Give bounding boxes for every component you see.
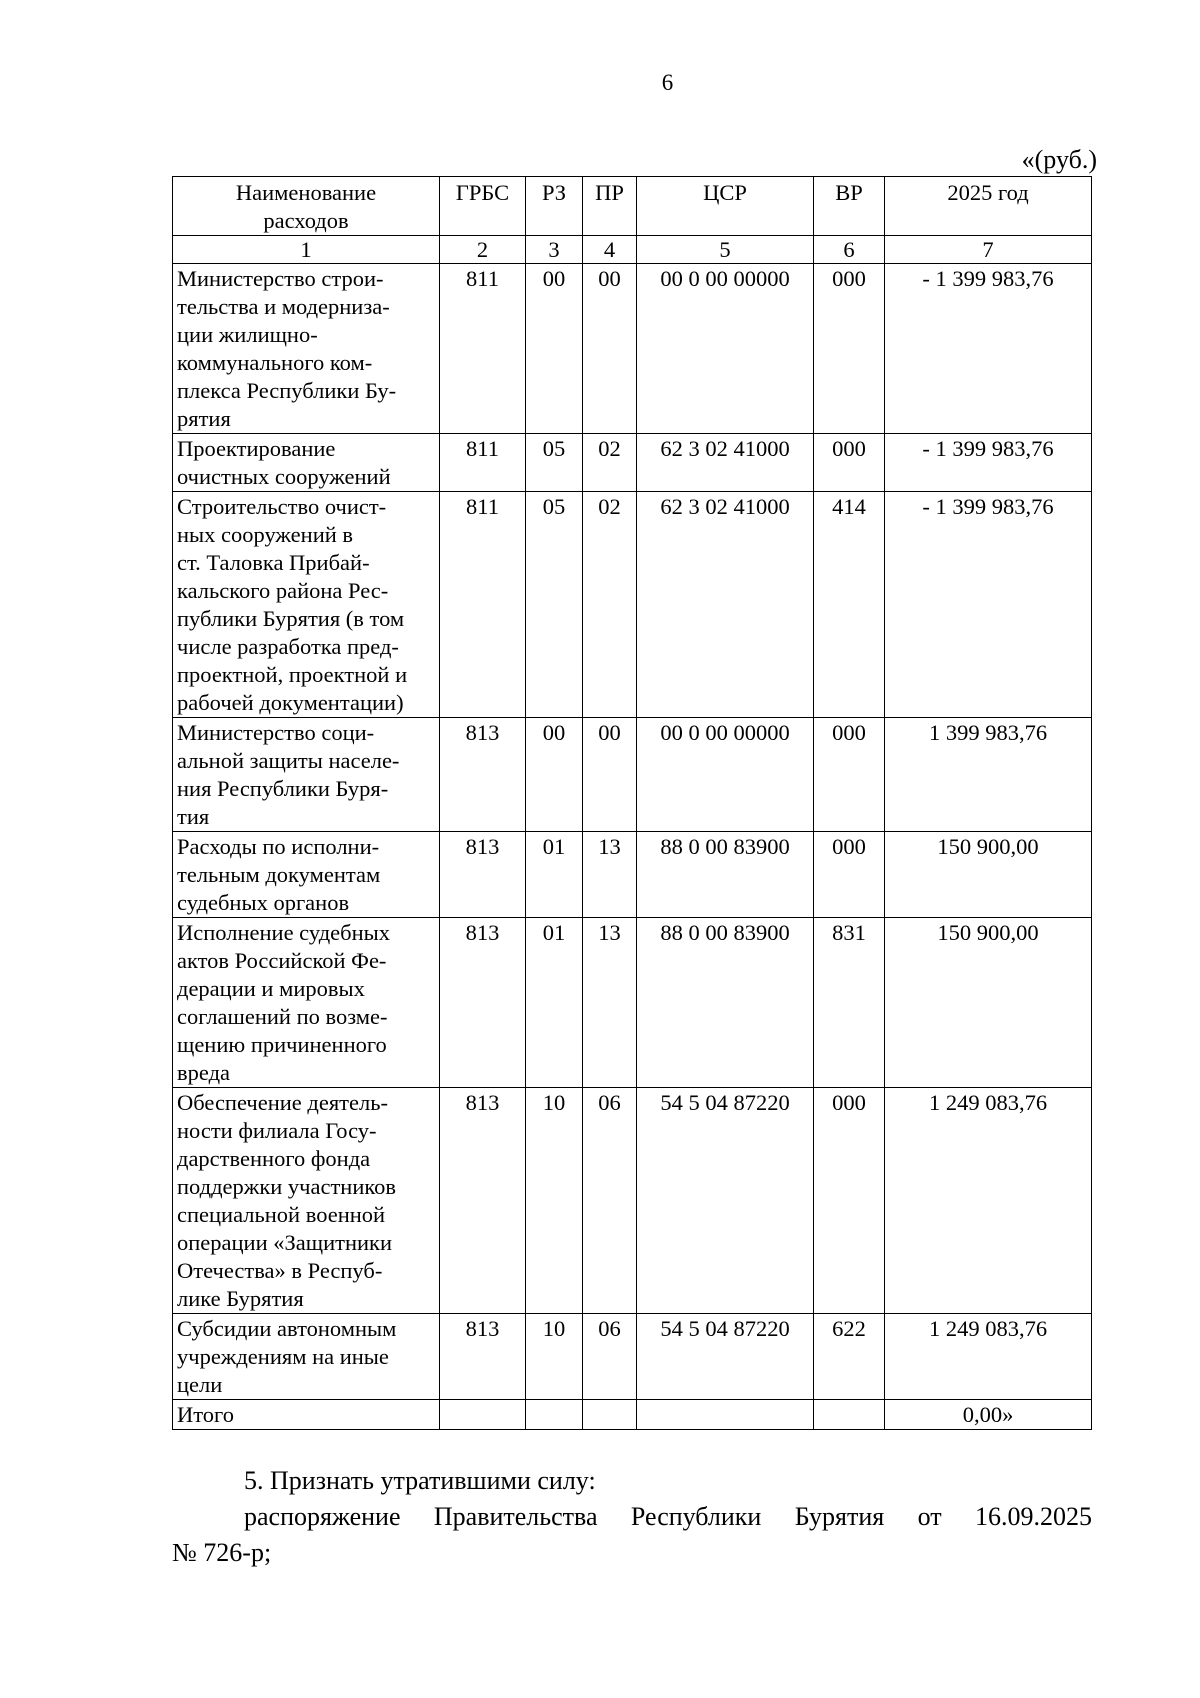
table-row (173, 264, 1092, 434)
row-pr: 06 (583, 1088, 637, 1314)
row-grbs: 813 (440, 832, 526, 918)
row-csr: 62 3 02 41000 (637, 492, 814, 718)
paragraph-item-5: 5. Признать утратившими силу: (244, 1466, 596, 1495)
header-rz: РЗ (526, 177, 583, 236)
total-amount: 0,00» (885, 1400, 1092, 1430)
row-rz: 01 (526, 832, 583, 918)
row-amount: 1 249 083,76 (885, 1088, 1092, 1314)
row-grbs: 811 (440, 264, 526, 434)
row-rz: 10 (526, 1088, 583, 1314)
paragraph-order-line-1: распоряжение Правительства Республики Бурятия от 16.09.2025 (244, 1502, 1092, 1531)
index-cell: 6 (814, 236, 885, 264)
index-cell: 4 (583, 236, 637, 264)
total-label: Итого (173, 1400, 440, 1430)
empty-cell (583, 1400, 637, 1430)
total-row (173, 1400, 1092, 1430)
row-csr: 00 0 00 00000 (637, 718, 814, 832)
row-name: Министерство строи- тельства и модерниза- ции жилищно- коммунального ком- плекса Республики Бу- рятия (173, 264, 440, 434)
table-row (173, 832, 1092, 918)
row-vr: 831 (814, 918, 885, 1088)
row-vr: 000 (814, 1088, 885, 1314)
table-row (173, 434, 1092, 492)
row-csr: 88 0 00 83900 (637, 918, 814, 1088)
row-pr: 13 (583, 918, 637, 1088)
row-pr: 02 (583, 434, 637, 492)
index-cell: 1 (173, 236, 440, 264)
row-grbs: 813 (440, 718, 526, 832)
row-name: Расходы по исполни- тельным документам судебных органов (173, 832, 440, 918)
row-grbs: 813 (440, 1314, 526, 1400)
row-vr: 000 (814, 832, 885, 918)
row-name: Проектирование очистных сооружений (173, 434, 440, 492)
row-amount: 1 399 983,76 (885, 718, 1092, 832)
row-rz: 05 (526, 434, 583, 492)
table-header-row (173, 177, 1092, 236)
row-csr: 00 0 00 00000 (637, 264, 814, 434)
empty-cell (526, 1400, 583, 1430)
row-amount: 1 249 083,76 (885, 1314, 1092, 1400)
row-csr: 88 0 00 83900 (637, 832, 814, 918)
table-index-row (173, 236, 1092, 264)
row-rz: 10 (526, 1314, 583, 1400)
header-grbs: ГРБС (440, 177, 526, 236)
budget-table (172, 176, 1092, 1430)
row-vr: 414 (814, 492, 885, 718)
row-amount: 150 900,00 (885, 832, 1092, 918)
header-name: Наименование расходов (173, 177, 440, 236)
row-pr: 06 (583, 1314, 637, 1400)
row-amount: - 1 399 983,76 (885, 492, 1092, 718)
table-row (173, 918, 1092, 1088)
row-name: Строительство очист- ных сооружений в ст. Таловка Прибай- кальского района Рес- публики Бурятия (в том числе разработка пред- проектной, проектной и рабочей документации) (173, 492, 440, 718)
row-name: Обеспечение деятель- ности филиала Госу- дарственного фонда поддержки участников специальной военной операции «Защитники Отечества» в Респуб- лике Бурятия (173, 1088, 440, 1314)
row-vr: 622 (814, 1314, 885, 1400)
row-rz: 00 (526, 718, 583, 832)
row-pr: 00 (583, 718, 637, 832)
empty-cell (637, 1400, 814, 1430)
row-csr: 54 5 04 87220 (637, 1314, 814, 1400)
empty-cell (814, 1400, 885, 1430)
header-pr: ПР (583, 177, 637, 236)
row-vr: 000 (814, 434, 885, 492)
row-amount: 150 900,00 (885, 918, 1092, 1088)
row-name: Министерство соци- альной защиты населе- ния Республики Буря- тия (173, 718, 440, 832)
paragraph-order-line-2: № 726-р; (172, 1538, 272, 1567)
currency-note: «(руб.) (1021, 145, 1097, 174)
index-cell: 7 (885, 236, 1092, 264)
row-vr: 000 (814, 264, 885, 434)
header-csr: ЦСР (637, 177, 814, 236)
page-number: 6 (661, 70, 674, 95)
row-name: Исполнение судебных актов Российской Фе- дерации и мировых соглашений по возме- щению причиненного вреда (173, 918, 440, 1088)
row-name: Субсидии автономным учреждениям на иные цели (173, 1314, 440, 1400)
header-year: 2025 год (885, 177, 1092, 236)
row-pr: 00 (583, 264, 637, 434)
row-vr: 000 (814, 718, 885, 832)
row-amount: - 1 399 983,76 (885, 264, 1092, 434)
table-row (173, 492, 1092, 718)
table-row (173, 718, 1092, 832)
index-cell: 5 (637, 236, 814, 264)
row-csr: 54 5 04 87220 (637, 1088, 814, 1314)
table-row (173, 1088, 1092, 1314)
row-pr: 13 (583, 832, 637, 918)
row-grbs: 811 (440, 492, 526, 718)
row-rz: 01 (526, 918, 583, 1088)
index-cell: 2 (440, 236, 526, 264)
table-row (173, 1314, 1092, 1400)
row-amount: - 1 399 983,76 (885, 434, 1092, 492)
row-grbs: 813 (440, 918, 526, 1088)
empty-cell (440, 1400, 526, 1430)
row-rz: 05 (526, 492, 583, 718)
row-grbs: 813 (440, 1088, 526, 1314)
row-pr: 02 (583, 492, 637, 718)
row-rz: 00 (526, 264, 583, 434)
row-csr: 62 3 02 41000 (637, 434, 814, 492)
index-cell: 3 (526, 236, 583, 264)
header-vr: ВР (814, 177, 885, 236)
row-grbs: 811 (440, 434, 526, 492)
